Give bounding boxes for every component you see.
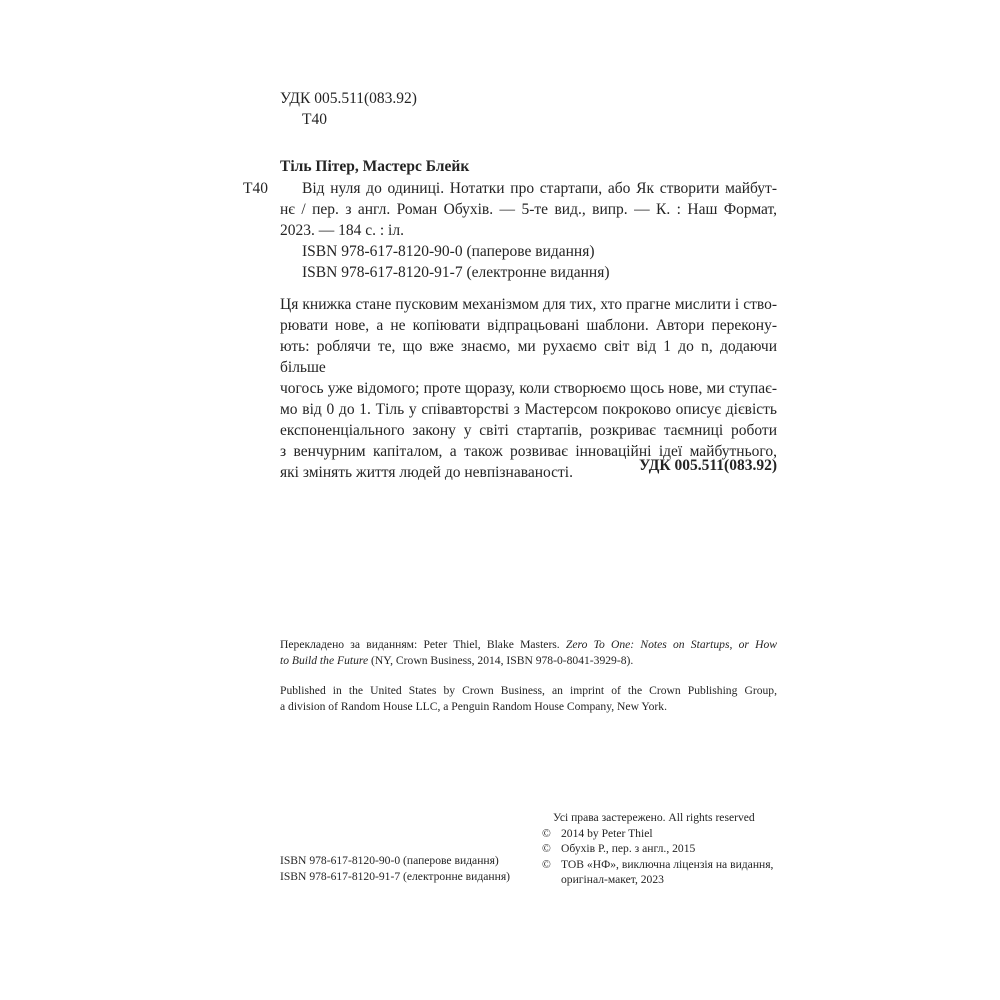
original-publisher-note bbox=[280, 683, 777, 714]
source-note-regular: (NY, Crown Business, 2014, ISBN 978-0-8041-3929-8). bbox=[368, 653, 634, 667]
isbn-print-line: ISBN 978-617-8120-90-0 (паперове видання) bbox=[280, 854, 499, 867]
copyright-text: ТОВ «НФ», виключна ліцензія на видання, bbox=[561, 857, 774, 871]
publisher-note-line: Published in the United States by Crown Business, an imprint of the Crown Publishing Group, bbox=[280, 684, 777, 697]
source-title-italic: Zero To One: Notes on Startups, or How bbox=[565, 638, 777, 651]
entry-code: Т40 bbox=[243, 180, 268, 197]
isbn-ebook-line: ISBN 978-617-8120-91-7 (електронне видання) bbox=[302, 264, 610, 281]
udc-number: УДК 005.511(083.92) bbox=[280, 90, 417, 107]
source-note-regular: Перекладено за виданням: Peter Thiel, Blake Masters. bbox=[280, 638, 566, 651]
entry-line: 2023. — 184 с. : іл. bbox=[280, 222, 404, 239]
annotation-line: ють: роблячи те, що вже знаємо, ми рухаємо світ від 1 до n, додаючи більше bbox=[280, 338, 777, 376]
source-note-line bbox=[280, 653, 777, 669]
udc-classification-top bbox=[280, 88, 777, 130]
isbn-print-line: ISBN 978-617-8120-90-0 (паперове видання) bbox=[302, 243, 595, 260]
isbn-ebook-line: ISBN 978-617-8120-91-7 (електронне видання) bbox=[280, 869, 511, 883]
source-note-line bbox=[280, 637, 777, 653]
source-title-italic: to Build the Future bbox=[280, 653, 369, 667]
publisher-note-line: a division of Random House LLC, a Penguin Random House Company, New York. bbox=[280, 699, 667, 713]
copyright-text: 2014 by Peter Thiel bbox=[561, 826, 653, 840]
copyright-text: Обухів Р., пер. з англ., 2015 bbox=[561, 842, 696, 856]
rights-block bbox=[542, 810, 842, 888]
copyright-icon: © bbox=[542, 826, 551, 840]
annotation-line: експоненціального закону у світі стартапів, розкриває таємниці роботи bbox=[280, 422, 777, 439]
copyright-icon: © bbox=[542, 857, 551, 871]
entry-line: Від нуля до одиниці. Нотатки про стартапи, або Як створити майбут- bbox=[302, 180, 777, 197]
copyright-text-continuation: оригінал-макет, 2023 bbox=[561, 873, 664, 887]
author-sign-code: Т40 bbox=[302, 111, 327, 128]
entry-line: нє / пер. з англ. Роман Обухів. — 5-те вид., випр. — К. : Наш Формат, bbox=[280, 201, 777, 218]
copyright-line bbox=[542, 857, 842, 873]
annotation-line: які змінять життя людей до невпізнаваності. bbox=[280, 464, 573, 481]
catalog-entry bbox=[243, 178, 777, 283]
annotation-line: мо від 0 до 1. Тіль у співавторстві з Мастерсом покроково описує дієвість bbox=[280, 401, 777, 418]
authors-heading: Тіль Пітер, Мастерс Блейк bbox=[280, 158, 470, 175]
copyright-icon: © bbox=[542, 842, 551, 856]
source-edition-note bbox=[280, 637, 777, 668]
annotation-line: чогось уже відомого; проте щоразу, коли створюємо щось нове, ми ступає- bbox=[280, 380, 777, 397]
annotation-line: з венчурним капіталом, а також розвиває інноваційні ідеї майбутнього, bbox=[280, 443, 777, 460]
copyright-line bbox=[542, 826, 842, 842]
annotation-line: Ця книжка стане пусковим механізмом для тих, хто прагне мислити і ство- bbox=[280, 296, 777, 313]
udc-classification-bottom: УДК 005.511(083.92) bbox=[638, 457, 777, 474]
footer-isbn-block bbox=[280, 853, 580, 884]
copyright-line bbox=[542, 841, 842, 857]
annotation-line: рювати нове, а не копіювати відпрацьовані шаблони. Автори перекону- bbox=[280, 317, 777, 334]
all-rights-reserved: Усі права застережено. All rights reserved bbox=[553, 811, 755, 824]
